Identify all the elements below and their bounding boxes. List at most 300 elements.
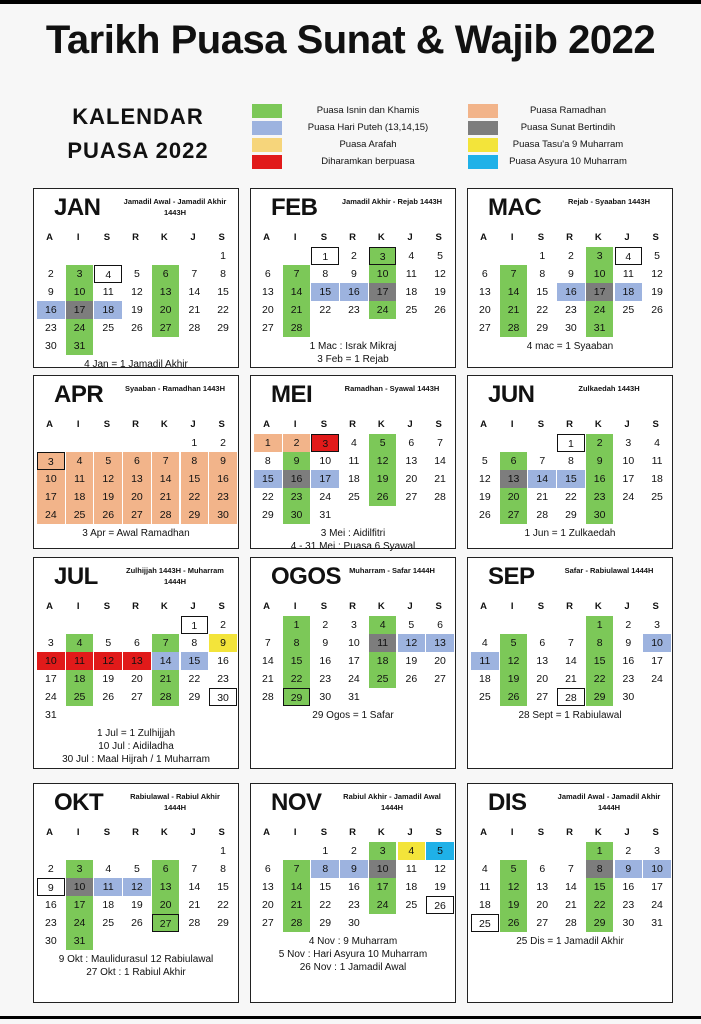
day-cell: 7	[568, 863, 574, 875]
weekday-header: J	[190, 601, 196, 612]
day-cell: 16	[340, 283, 368, 301]
day-cell: 19	[479, 491, 491, 503]
month-note: 4 Nov : 9 Muharram	[308, 936, 398, 947]
day-cell: 19	[500, 896, 528, 914]
day-cell: 23	[209, 488, 237, 506]
day-cell: 7	[152, 634, 180, 652]
day-cell: 29	[217, 917, 229, 929]
weekday-header: K	[594, 827, 602, 838]
weekday-header: S	[652, 419, 659, 430]
weekday-header: K	[160, 232, 168, 243]
day-cell: 25	[479, 691, 491, 703]
day-cell: 22	[217, 899, 229, 911]
legend-label: Puasa Isnin dan Khamis	[316, 105, 420, 116]
day-cell: 17	[622, 473, 635, 485]
day-cell: 20	[131, 673, 143, 685]
page-title: Tarikh Puasa Sunat & Wajib 2022	[45, 18, 656, 62]
day-cell: 11	[479, 881, 491, 893]
day-cell: 22	[319, 899, 332, 911]
day-cell: 18	[405, 881, 418, 893]
day-cell: 1	[181, 616, 209, 634]
day-cell: 17	[348, 655, 360, 667]
day-cell: 14	[152, 470, 180, 488]
weekday-header: I	[510, 419, 514, 430]
day-cell: 11	[405, 268, 417, 280]
day-cell: 9	[340, 860, 368, 878]
day-cell: 6	[152, 265, 180, 283]
day-cell: 30	[586, 506, 614, 524]
day-cell: 12	[131, 286, 143, 298]
day-cell: 6	[264, 863, 271, 875]
day-cell: 16	[586, 470, 614, 488]
day-cell: 19	[94, 488, 122, 506]
day-cell: 27	[434, 673, 446, 685]
day-cell: 21	[565, 673, 577, 685]
day-cell: 1	[254, 434, 282, 452]
legend-label: Diharamkan berpuasa	[321, 156, 415, 167]
month-note: 25 Dis = 1 Jamadil Akhir	[516, 936, 624, 947]
day-cell: 29	[217, 322, 229, 334]
weekday-header: J	[190, 419, 196, 430]
day-cell: 10	[66, 878, 94, 896]
day-cell: 21	[283, 301, 311, 319]
day-cell: 1	[283, 616, 311, 634]
day-cell: 12	[434, 268, 446, 280]
day-cell: 14	[188, 286, 201, 298]
day-cell: 5	[134, 863, 140, 875]
day-cell: 5	[654, 250, 660, 262]
weekday-header: A	[46, 601, 53, 612]
weekday-header: S	[435, 827, 442, 838]
day-cell: 24	[66, 914, 94, 932]
month-mac	[467, 188, 673, 368]
day-cell: 20	[262, 899, 274, 911]
day-cell: 15	[586, 878, 614, 896]
day-cell: 2	[625, 619, 632, 631]
day-cell: 17	[45, 673, 57, 685]
month-note: 1 Jul = 1 Zulhijjah	[96, 728, 176, 739]
day-cell: 30	[565, 322, 577, 334]
month-note: 4 Jan = 1 Jamadil Akhir	[84, 359, 188, 370]
day-cell: 23	[348, 899, 360, 911]
day-cell: 11	[94, 878, 122, 896]
hijri-range: Ramadhan - Syawal 1443H	[344, 384, 440, 393]
day-cell: 8	[311, 860, 339, 878]
weekday-header: K	[377, 232, 385, 243]
weekday-header: I	[293, 827, 297, 838]
day-cell: 7	[191, 863, 198, 875]
day-cell: 26	[426, 896, 454, 914]
day-cell: 21	[283, 896, 311, 914]
weekday-header: I	[293, 601, 297, 612]
day-cell: 28	[536, 509, 549, 521]
day-cell: 8	[181, 452, 209, 470]
day-cell: 8	[191, 637, 198, 649]
day-cell: 8	[586, 860, 614, 878]
day-cell: 3	[66, 265, 94, 283]
day-cell: 17	[651, 881, 663, 893]
weekday-header: A	[480, 419, 487, 430]
day-cell: 8	[586, 634, 614, 652]
day-cell: 2	[220, 437, 226, 449]
weekday-header: R	[132, 827, 140, 838]
day-cell: 3	[47, 637, 54, 649]
day-cell: 15	[586, 652, 614, 670]
day-cell: 12	[434, 863, 446, 875]
day-cell: 11	[102, 286, 114, 298]
weekday-header: K	[160, 419, 168, 430]
day-cell: 9	[37, 878, 65, 896]
weekday-header: S	[218, 601, 225, 612]
day-cell: 29	[536, 322, 549, 334]
day-cell: 2	[568, 250, 574, 262]
day-cell: 28	[152, 688, 180, 706]
day-cell: 21	[188, 899, 201, 911]
day-cell: 27	[262, 917, 274, 929]
day-cell: 21	[565, 899, 577, 911]
weekday-header: S	[218, 232, 225, 243]
calendar-heading	[48, 100, 228, 168]
day-cell: 20	[479, 304, 491, 316]
day-cell: 4	[615, 247, 643, 265]
day-cell: 12	[651, 268, 663, 280]
day-cell: 6	[437, 619, 443, 631]
day-cell: 30	[319, 691, 332, 703]
day-cell: 1	[220, 250, 226, 262]
day-cell: 17	[586, 283, 614, 301]
day-cell: 22	[586, 670, 614, 688]
day-cell: 2	[283, 434, 311, 452]
day-cell: 27	[152, 914, 180, 932]
day-cell: 22	[181, 488, 209, 506]
day-cell: 3	[351, 619, 357, 631]
day-cell: 25	[102, 917, 115, 929]
day-cell: 17	[66, 896, 94, 914]
day-cell: 31	[66, 337, 94, 355]
day-cell: 15	[311, 283, 339, 301]
day-cell: 31	[586, 319, 614, 337]
weekday-header: I	[293, 232, 297, 243]
day-cell: 11	[651, 455, 663, 467]
day-cell: 23	[348, 304, 360, 316]
day-cell: 26	[500, 914, 528, 932]
day-cell: 26	[405, 673, 418, 685]
day-cell: 20	[434, 655, 446, 667]
weekday-header: I	[76, 419, 80, 430]
day-cell: 23	[283, 488, 311, 506]
day-cell: 3	[37, 452, 65, 470]
weekday-header: K	[377, 601, 385, 612]
day-cell: 21	[500, 301, 528, 319]
day-cell: 28	[434, 491, 446, 503]
month-name: APR	[54, 381, 104, 408]
weekday-header: J	[407, 601, 413, 612]
day-cell: 20	[536, 673, 549, 685]
day-cell: 16	[622, 881, 635, 893]
legend-label: Puasa Arafah	[339, 139, 397, 150]
day-cell: 5	[94, 452, 122, 470]
day-cell: 23	[586, 488, 614, 506]
day-cell: 4	[66, 634, 94, 652]
day-cell: 19	[102, 673, 115, 685]
hijri-range: Zulhijjah 1443H - Muharram 1444H	[126, 566, 224, 586]
month-note: 10 Jul : Aidiladha	[98, 741, 174, 752]
month-jul	[33, 557, 239, 769]
day-cell: 11	[66, 652, 94, 670]
weekday-header: S	[435, 232, 442, 243]
day-cell: 27	[536, 691, 549, 703]
weekday-header: S	[537, 232, 545, 243]
day-cell: 9	[586, 452, 614, 470]
weekday-header: A	[480, 827, 487, 838]
day-cell: 29	[565, 509, 577, 521]
weekday-header: I	[76, 601, 80, 612]
day-cell: 28	[557, 688, 585, 706]
day-cell: 19	[434, 881, 446, 893]
weekday-header: S	[320, 827, 328, 838]
month-note: 28 Sept = 1 Rabiulawal	[518, 710, 622, 721]
day-cell: 9	[283, 452, 311, 470]
day-cell: 24	[319, 491, 332, 503]
weekday-header: S	[435, 601, 442, 612]
weekday-header: I	[76, 827, 80, 838]
legend-label: Puasa Tasu'a 9 Muharram	[512, 139, 624, 150]
day-cell: 11	[471, 652, 499, 670]
day-cell: 24	[651, 673, 663, 685]
day-cell: 7	[191, 268, 198, 280]
weekday-header: R	[566, 419, 574, 430]
day-cell: 10	[622, 455, 635, 467]
day-cell: 15	[181, 470, 209, 488]
day-cell: 7	[283, 860, 311, 878]
day-cell: 4	[408, 250, 415, 262]
hijri-range: Jamadil Awal - Jamadil Akhir 1444H	[557, 792, 661, 812]
day-cell: 2	[47, 863, 54, 875]
day-cell: 19	[434, 286, 446, 298]
day-cell: 2	[220, 619, 226, 631]
day-cell: 3	[369, 842, 397, 860]
day-cell: 19	[131, 304, 143, 316]
day-cell: 3	[66, 860, 94, 878]
day-cell: 28	[283, 319, 311, 337]
weekday-header: S	[320, 601, 328, 612]
month-name: JAN	[54, 194, 101, 221]
day-cell: 20	[536, 899, 549, 911]
month-note: 27 Okt : 1 Rabiul Akhir	[86, 967, 186, 978]
day-cell: 7	[500, 265, 528, 283]
day-cell: 14	[283, 283, 311, 301]
day-cell: 16	[557, 283, 585, 301]
weekday-header: S	[103, 232, 111, 243]
day-cell: 14	[188, 881, 201, 893]
day-cell: 18	[405, 286, 418, 298]
day-cell: 26	[500, 688, 528, 706]
day-cell: 29	[586, 914, 614, 932]
month-name: SEP	[488, 563, 535, 590]
day-cell: 10	[369, 265, 397, 283]
day-cell: 22	[262, 491, 274, 503]
day-cell: 5	[134, 268, 140, 280]
day-cell: 6	[481, 268, 488, 280]
day-cell: 17	[66, 301, 94, 319]
day-cell: 28	[283, 914, 311, 932]
day-cell: 3	[654, 619, 660, 631]
weekday-header: S	[537, 827, 545, 838]
day-cell: 30	[209, 688, 237, 706]
day-cell: 18	[348, 473, 360, 485]
day-cell: 16	[217, 655, 229, 667]
weekday-header: S	[652, 232, 659, 243]
month-name: JUN	[488, 381, 535, 408]
month-dis	[467, 783, 673, 1003]
day-cell: 29	[319, 917, 332, 929]
weekday-header: R	[349, 419, 357, 430]
weekday-header: S	[218, 419, 225, 430]
day-cell: 30	[348, 917, 360, 929]
hijri-range: Safar - Rabiulawal 1444H	[564, 566, 654, 575]
day-cell: 18	[479, 899, 491, 911]
day-cell: 4	[654, 437, 660, 449]
weekday-header: S	[652, 827, 659, 838]
day-cell: 10	[37, 470, 65, 488]
weekday-header: A	[263, 232, 270, 243]
day-cell: 26	[94, 506, 122, 524]
day-cell: 29	[586, 688, 614, 706]
day-cell: 10	[66, 283, 94, 301]
day-cell: 17	[37, 488, 65, 506]
day-cell: 21	[152, 670, 180, 688]
day-cell: 14	[565, 881, 577, 893]
weekday-header: K	[377, 419, 385, 430]
weekday-header: R	[349, 827, 357, 838]
day-cell: 1	[311, 247, 339, 265]
day-cell: 11	[348, 455, 360, 467]
weekday-header: K	[160, 827, 168, 838]
hijri-range: Jamadil Awal - Jamadil Akhir 1443H	[123, 197, 227, 217]
day-cell: 17	[651, 655, 663, 667]
month-name: DIS	[488, 789, 527, 816]
day-cell: 3	[369, 247, 397, 265]
day-cell: 4	[105, 863, 112, 875]
day-cell: 29	[181, 506, 209, 524]
day-cell: 1	[586, 842, 614, 860]
day-cell: 11	[405, 863, 417, 875]
weekday-header: K	[594, 419, 602, 430]
day-cell: 15	[283, 652, 311, 670]
day-cell: 29	[283, 688, 311, 706]
day-cell: 7	[283, 265, 311, 283]
month-sep	[467, 557, 673, 769]
day-cell: 26	[369, 488, 397, 506]
day-cell: 22	[283, 670, 311, 688]
day-cell: 15	[254, 470, 282, 488]
day-cell: 16	[45, 899, 57, 911]
day-cell: 9	[615, 860, 643, 878]
day-cell: 23	[622, 899, 635, 911]
month-apr	[33, 375, 239, 549]
weekday-header: R	[132, 232, 140, 243]
day-cell: 27	[123, 506, 151, 524]
day-cell: 22	[565, 491, 577, 503]
day-cell: 16	[319, 655, 332, 667]
day-cell: 22	[319, 304, 332, 316]
day-cell: 16	[283, 470, 311, 488]
day-cell: 25	[471, 914, 499, 932]
day-cell: 18	[66, 488, 94, 506]
day-cell: 6	[123, 452, 151, 470]
weekday-header: S	[103, 419, 111, 430]
day-cell: 5	[408, 619, 415, 631]
day-cell: 18	[102, 899, 115, 911]
day-cell: 24	[369, 896, 397, 914]
day-cell: 23	[565, 304, 577, 316]
day-cell: 26	[131, 917, 143, 929]
weekday-header: A	[480, 232, 487, 243]
day-cell: 4	[369, 616, 397, 634]
day-cell: 9	[568, 268, 574, 280]
bottom-border	[0, 1016, 701, 1019]
day-cell: 3	[586, 247, 614, 265]
day-cell: 25	[66, 688, 94, 706]
month-name: MAC	[488, 194, 542, 221]
day-cell: 12	[500, 652, 528, 670]
day-cell: 30	[622, 691, 635, 703]
day-cell: 13	[152, 283, 180, 301]
day-cell: 2	[351, 250, 357, 262]
weekday-header: S	[652, 601, 659, 612]
day-cell: 15	[319, 881, 332, 893]
weekday-header: A	[263, 601, 270, 612]
day-cell: 24	[622, 491, 635, 503]
day-cell: 25	[405, 899, 418, 911]
day-cell: 23	[622, 673, 635, 685]
day-cell: 7	[539, 455, 546, 467]
day-cell: 20	[123, 488, 151, 506]
weekday-header: S	[320, 419, 328, 430]
weekday-header: J	[407, 232, 413, 243]
weekday-header: S	[435, 419, 442, 430]
weekday-header: A	[46, 232, 53, 243]
day-cell: 23	[45, 322, 57, 334]
day-cell: 24	[37, 506, 65, 524]
weekday-header: A	[480, 601, 487, 612]
month-okt	[33, 783, 239, 1003]
day-cell: 8	[283, 634, 311, 652]
weekday-header: I	[510, 232, 514, 243]
day-cell: 26	[651, 304, 663, 316]
hijri-range: Syaaban - Ramadhan 1443H	[124, 384, 226, 393]
day-cell: 21	[262, 673, 274, 685]
day-cell: 9	[209, 634, 237, 652]
day-cell: 13	[123, 652, 151, 670]
day-cell: 27	[536, 917, 549, 929]
day-cell: 15	[181, 652, 209, 670]
day-cell: 18	[66, 670, 94, 688]
day-cell: 10	[348, 637, 360, 649]
day-cell: 16	[209, 470, 237, 488]
weekday-header: I	[510, 827, 514, 838]
day-cell: 30	[45, 340, 57, 352]
day-cell: 9	[351, 268, 357, 280]
day-cell: 18	[369, 652, 397, 670]
weekday-header: S	[537, 419, 545, 430]
day-cell: 6	[539, 863, 546, 875]
month-note: 3 Feb = 1 Rejab	[317, 354, 389, 365]
day-cell: 5	[437, 250, 443, 262]
day-cell: 10	[37, 652, 65, 670]
day-cell: 22	[536, 304, 549, 316]
day-cell: 5	[500, 860, 528, 878]
